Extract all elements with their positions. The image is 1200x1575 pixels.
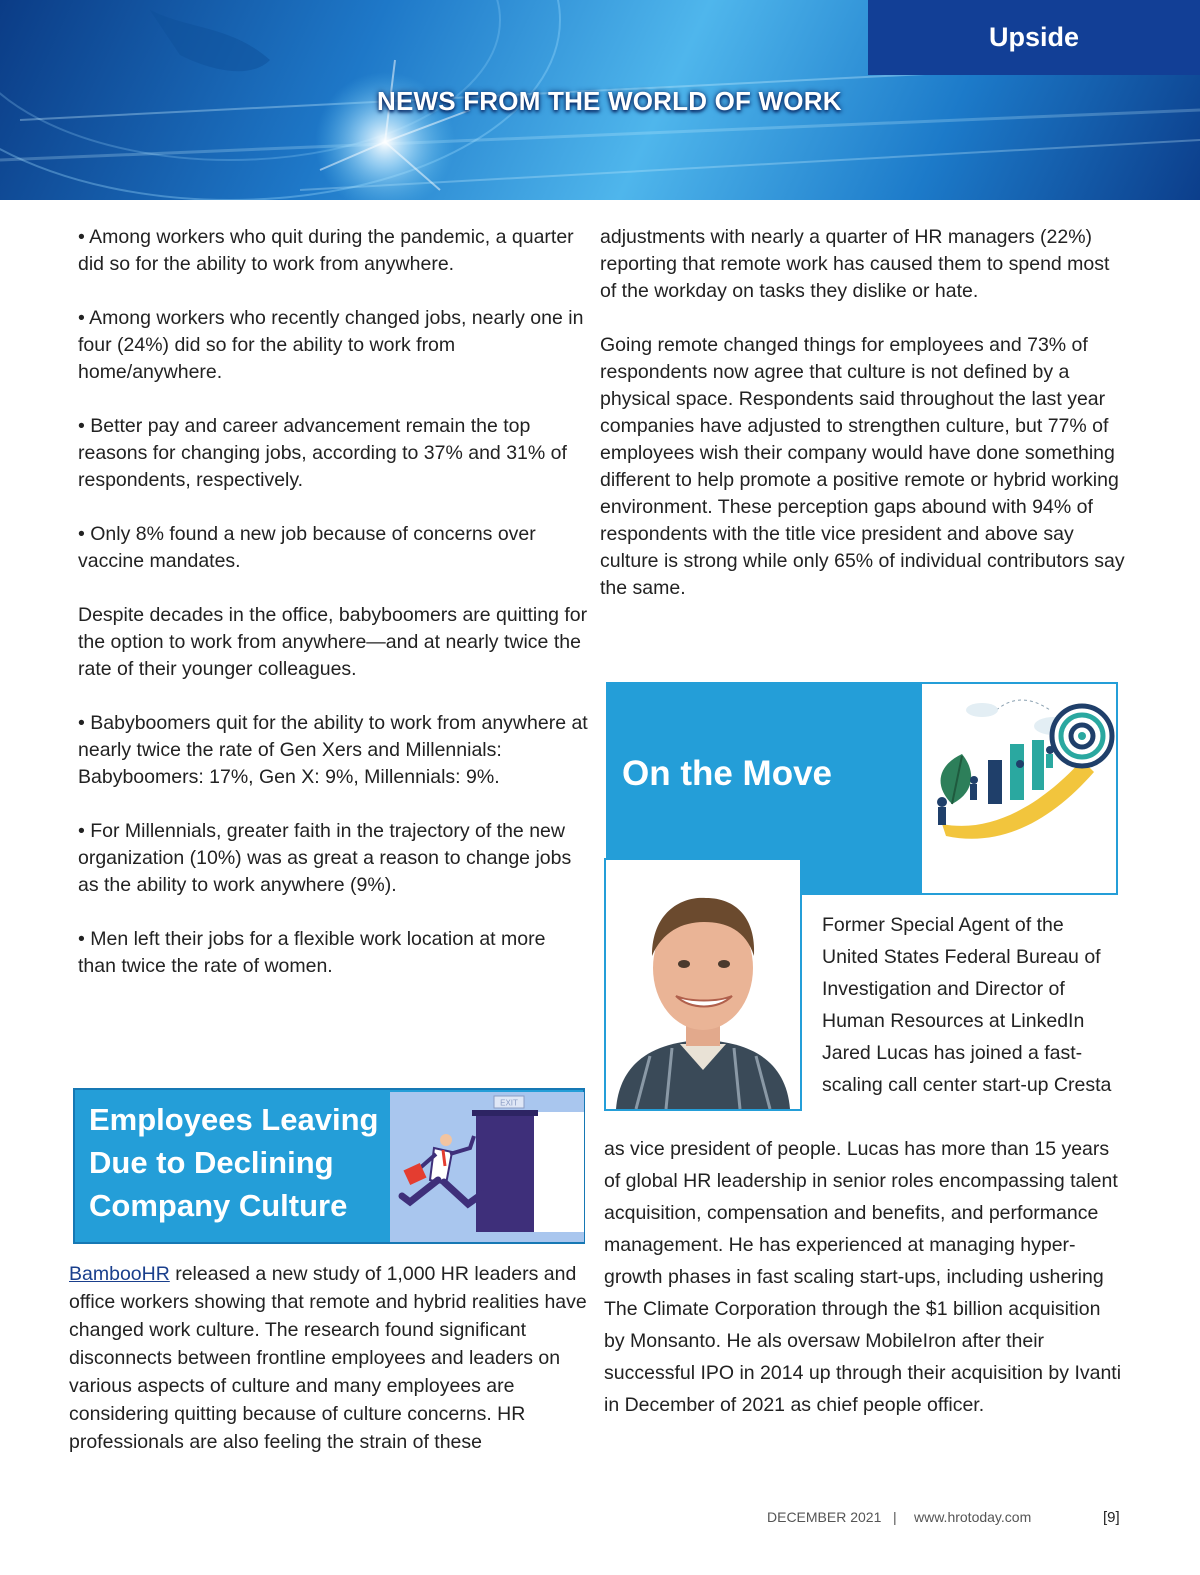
bio-continued-text: as vice president of people. Lucas has more than 15 years of global HR leadership in senior roles encompassing talent acquisition, compensation and benefits, and performance management. He has experienced at managing hyper-growth phases in fast scaling start-ups, including ushering The Climate Corporation through the $1 billion acquisition by Monsanto. He als oversaw MobileIron after their successful IPO in 2014 up through their acquisition by Ivanti in December of 2021 as chief people officer. [604,1138,1122,1416]
page-number: [9] [1103,1509,1120,1526]
left-column [78,224,588,1007]
right-paragraph: adjustments with nearly a quarter of HR managers (22%) reporting that remote work has caused them to spend most of the workday on tasks they dislike or hate. [600,226,1110,302]
header-banner [0,0,1200,200]
section-tab: Upside [868,0,1200,75]
portrait-illustration [606,860,800,1109]
growth-target-illustration [922,684,1116,893]
jared-lucas-portrait [604,858,802,1111]
left-paragraph: • For Millennials, greater faith in the trajectory of the new organization (10%) was as great a reason to change jobs as the ability to work anywhere (9%). [78,820,572,896]
footer-url[interactable]: www.hrotoday.com [914,1509,1032,1525]
culture-feature-body [69,1260,589,1456]
left-paragraph: Despite decades in the office, babyboomers are quitting for the option to work from anywhere—and at nearly twice the rate of their younger colleagues. [78,604,588,680]
left-paragraph: • Men left their jobs for a flexible work location at more than twice the rate of women. [78,928,546,977]
bio-intro-text: Former Special Agent of the United States Federal Bureau of Investigation and Director of Human Resources at LinkedIn Jared Lucas has joined a fast-scaling call center start-up Cresta [822,914,1112,1096]
exit-sign-text: EXIT [500,1098,518,1108]
footer-separator: | [893,1509,897,1525]
culture-feature-text: released a new study of 1,000 HR leaders and office workers showing that remote and hybrid realities have changed work culture. The research found significant disconnects between frontline employees and leaders on various aspects of culture and many employees are considering quitting because of culture concerns. HR professionals are also feeling the strain of these [69,1263,587,1453]
left-paragraph: • Better pay and career advancement remain the top reasons for changing jobs, according to 37% and 31% of respondents, respectively. [78,415,567,491]
exit-door-illustration [390,1092,584,1242]
left-paragraph: • Among workers who quit during the pandemic, a quarter did so for the ability to work from anywhere. [78,226,574,275]
left-paragraph: • Babyboomers quit for the ability to work from anywhere at nearly twice the rate of Gen Xers and Millennials: Babyboomers: 17%, Gen X: 9%, Millennials: 9%. [78,712,588,788]
right-column [600,224,1125,629]
left-paragraph: • Among workers who recently changed jobs, nearly one in four (24%) did so for the ability to work from home/anywhere. [78,307,584,383]
bamboohr-link[interactable]: BambooHR [69,1263,170,1285]
page-title: NEWS FROM THE WORLD OF WORK [377,86,842,116]
left-paragraph: • Only 8% found a new job because of concerns over vaccine mandates. [78,523,536,572]
culture-feature-heading: Employees Leaving Due to Declining Company Culture [89,1102,379,1223]
on-the-move-heading: On the Move [622,754,833,793]
culture-feature-box [73,1088,585,1244]
footer-date: DECEMBER 2021 [767,1509,882,1525]
growth-illustration-frame [920,682,1118,895]
right-paragraph: Going remote changed things for employees and 73% of respondents now agree that culture is not defined by a physical space. Respondents said throughout the last year companies have adjusted to strengthen culture, but 77% of employees wish their company would have done something different to help promote a positive remote or hybrid working environment. These perception gaps abound with 94% of respondents with the title vice president and above say culture is strong while only 65% of individual contributors say the same. [600,334,1125,599]
